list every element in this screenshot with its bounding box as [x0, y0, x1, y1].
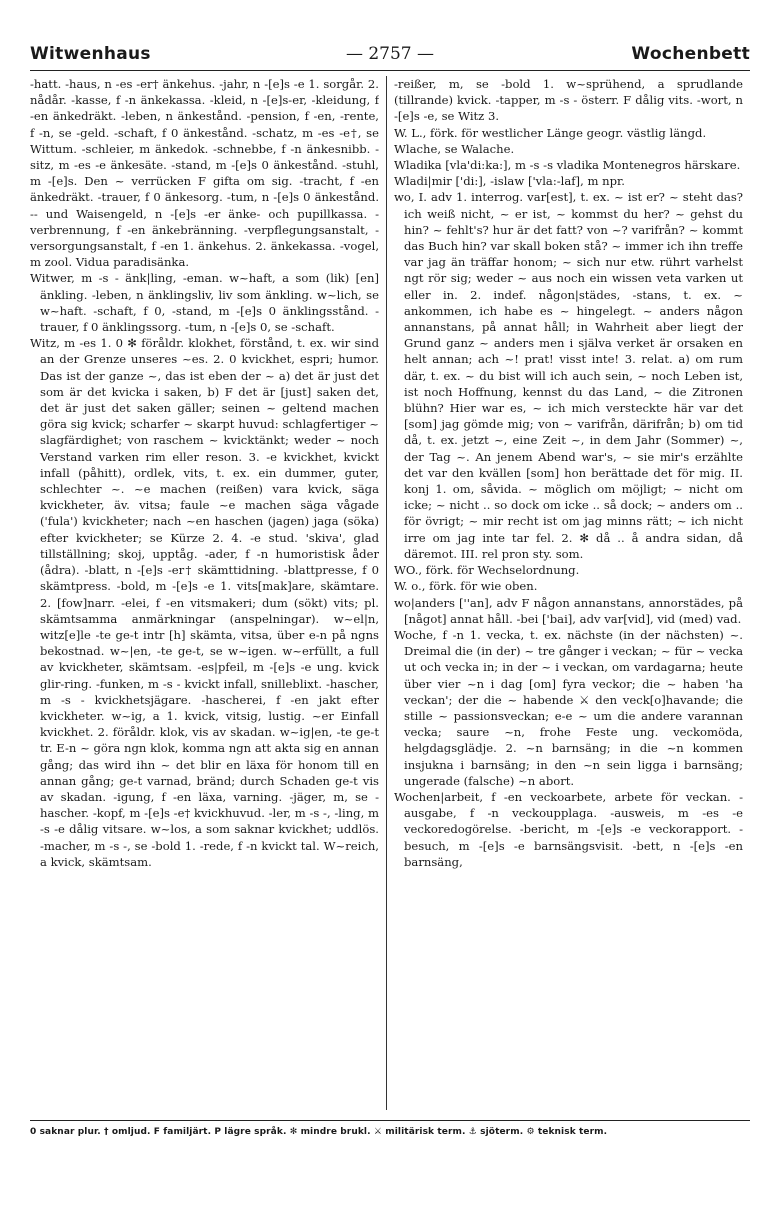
page-header: [30, 40, 750, 71]
entry-woche: Woche, f -n 1. vecka, t. ex. nächste (in der nächsten) ~. Dreimal die (in der) ~ tre gånger i veckan; ~ für ~ vecka ut och vecka in; in der ~ i veckan, om vardagarna; heute über vier ~n i dag [om] fyra veckor; die ~ haben 'ha veckan'; der die ~ habende ⚔ den veck[o]havande; die stille ~ passionsveckan; e-e ~ um die andere varannan vecka; saure ~n, frohe Feste ung. veckomöda, helgdagsglädje. 2. ~n barnsäng; in die ~n kommen insjukna i barnsäng; in den ~n sein ligga i barnsäng; ungerade (falsche) ~n abort.: [394, 627, 743, 788]
entry-w-l: W. L., förk. för westlicher Länge geogr. västlig längd.: [394, 125, 707, 140]
header-right-guide-word: Wochenbett: [631, 44, 750, 64]
entry-wo-abbrev: WO., förk. för Wechselordnung.: [394, 563, 580, 578]
columns: [30, 76, 750, 1110]
entry-witz-continued: -reißer, m, se -bold 1. w~sprühend, a sprudlande (tillrande) kvick. -tapper, m -s - österr. F dålig vits. -wort, n -[e]s -e, se Witz 3.: [394, 77, 743, 124]
right-column: [394, 76, 743, 1110]
column-divider: [386, 76, 387, 1110]
left-column: [30, 76, 379, 1110]
entry-witz: Witz, m -es 1. 0 ✻ föråldr. klokhet, förstånd, t. ex. wir sind an der Grenze unseres ~es. 2. 0 kvickhet, espri; humor. Das ist der ganze ~, das ist eben der ~ a) det är just det som är det kvicka i saken, b) F det är [just] saken det, det är just det saken gäller; seinen ~ geltend machen göra sig kvick; scharfer ~ skarpt huvud: schlagfertiger ~ slagfärdighet; von raschem ~ kvicktänkt; weder ~ noch Verstand varken rim eller reson. 3. -e kvickhet, kvickt infall (påhitt), ordlek, vits, t. ex. ein dummer, guter, schlechter ~. ~e machen (reißen) vara kvick, säga kvickheter, äv. vitsa; faule ~e machen säga vågade ('fula') kvickheter; nach ~en haschen (jagen) jaga (söka) efter kvickheter; se Kürze 2. 4. -e stud. 'skiva', glad tillställning; skoj, upptåg. -ader, f -n humoristisk åder (ådra). -blatt, n -[e]s -er† skämttidning. -blattpresse, f 0 skämtpress. -bold, m -[e]s -e 1. vits[mak]are, skämtare. 2. [fow]narr. -elei, f -en vitsmakeri; dum (sökt) vits; pl. skämtsamma anmärkningar (anspelningar). w~el|n, witz[e]le -te ge-t intr [h] skämta, vitsa, über e-n på ngns bekostnad. w~|en, -te ge-t, se w~igen. w~erfüllt, a full av kvickheter, skämtsam. -es|pfeil, m -[e]s -e ung. kvick glir-ring. -funken, m -s - kvickt infall, snilleblixt. -hascher, m -s - kvickhetsjägare. -hascherei, f -en jakt efter kvickheter. w~ig, a 1. kvick, vitsig, lustig. ~er Einfall kvickhet. 2. föråldr. klok, vis av skadan. w~ig|en, -te ge-t tr. E-n ~ göra ngn klok, komma ngn att akta sig en annan gång; das wird ihn ~ det blir en läxa för honom till en annan gång; ge-t varnad, bränd; durch Schaden ge-t vis av skadan. -igung, f -en läxa, varning. -jäger, m, se -hascher. -kopf, m -[e]s -e† kvickhuvud. -ler, m -s -, -ling, m -s -e dålig vitsare. w~los, a som saknar kvickhet; uddlös. -macher, m -s -, se -bold 1. -rede, f -n kvickt tal. W~reich, a kvick, skämtsam.: [30, 336, 379, 869]
entry-wo: wo, I. adv 1. interrog. var[est], t. ex. ~ ist er? ~ steht das? ich weiß nicht, ~ er ist, ~ kommst du her? ~ gehst du hin? ~ fehlt's? hur är det fatt? von ~? varifrån? ~ kommt das Buch hin? var skall boken stå? ~ immer ich ihn treffe var jag än träffar honom; ~ sich nur etw. rührt varhelst ngt rör sig; weder ~ aus noch ein wissen veta varken ut eller in. 2. indef. någon|städes, -stans, t. ex. ~ ankommen, ich habe es ~ hingelegt. ~ anders någon annanstans, på annat håll; in Wahrheit aber liegt der Grund ganz ~ anders men i själva verket är orsaken en helt annan; ach ~! prat! visst inte! 3. relat. a) om rum där, t. ex. ~ du bist will ich auch sein, ~ noch Leben ist, ist noch Hoffnung, kennst du das Land, ~ die Zitronen blühn? Hier war es, ~ ich mich versteckte här var det [som] jag gömde mig; von ~ varifrån, därifrån; b) om tid då, t. ex. jetzt ~, eine Zeit ~, in dem Jahr (Sommer) ~, der Tag ~. An jenem Abend war's, ~ sie mir's erzählte det var den kvällen [som] hon berättade det för mig. II. konj 1. om, såvida. ~ möglich om möjligt; ~ nicht om icke; ~ nicht .. so dock om icke .. så dock; ~ anders om .. för övrigt; ~ mir recht ist om jag minns rätt; ~ ich nicht irre om jag inte tar fel. 2. ✻ då .. å andra sidan, då däremot. III. rel pron sty. som.: [394, 190, 743, 561]
entry-witwer: Witwer, m -s - änk|ling, -eman. w~haft, a som (lik) [en] änkling. -leben, n änklingsliv, liv som änkling. w~lich, se w~haft. -schaft, f 0, -stand, m -[e]s 0 änklingsstånd. -trauer, f 0 änklingssorg. -tum, n -[e]s 0, se -schaft.: [30, 271, 379, 335]
entry-woanders: wo|anders [''an], adv F någon annanstans, annorstädes, på [något] annat håll. -bei ['bai], adv var[vid], vid (med) vad.: [394, 595, 743, 626]
entry-wladimir: Wladi|mir ['di:], -islaw ['vla:-laf], m npr.: [394, 174, 625, 189]
entry-w-o-abbrev: W. o., förk. för wie oben.: [394, 579, 538, 594]
header-left-guide-word: Witwenhaus: [30, 44, 151, 64]
dictionary-page: [30, 40, 750, 1190]
abbreviation-legend: 0 saknar plur. † omljud. F familjärt. P lägre språk. ✻ mindre brukl. ⚔ militärisk term. ⚓ sjöterm. ⚙ teknisk term.: [30, 1120, 750, 1137]
entry-witwen-compounds: -hatt. -haus, n -es -er† änkehus. -jahr, n -[e]s -e 1. sorgår. 2. nådår. -kasse, f -n änkekassa. -kleid, n -[e]s-er, -kleidung, f -en änkedräkt. -leben, n änkestånd. -pension, f -en, -rente, f -n, se -geld. -schaft, f 0 änkestånd. -schatz, m -es -e†, se Wittum. -schleier, m änkedok. -schnebbe, f -n änkesnibb. -sitz, m -es -e änkesäte. -stand, m -[e]s 0 änkestånd. -stuhl, m -[e]s. Den ~ verrücken F gifta om sig. -tracht, f -en änkedräkt. -trauer, f 0 änkesorg. -tum, n -[e]s 0 änkestånd. -- und Waisengeld, n -[e]s -er änke- och pupillkassa. -verbrennung, f -en änkebränning. -verpflegungsanstalt, -versorgungsanstalt, f -en 1. änkehus. 2. änkekassa. -vogel, m zool. Vidua paradisänka.: [30, 77, 379, 270]
page-number: — 2757 —: [345, 44, 435, 64]
entry-wochen-compounds: Wochen|arbeit, f -en veckoarbete, arbete för veckan. -ausgabe, f -n veckoupplaga. -ausweis, m -es -e veckoredogörelse. -bericht, m -[e]s -e veckorapport. -besuch, m -[e]s -e barnsängsvisit. -bett, n -[e]s -en barnsäng,: [394, 789, 743, 869]
entry-wladika: Wladika [vla'di:ka:], m -s -s vladika Montenegros härskare.: [394, 158, 741, 173]
entry-wlache: Wlache, se Walache.: [394, 141, 515, 156]
